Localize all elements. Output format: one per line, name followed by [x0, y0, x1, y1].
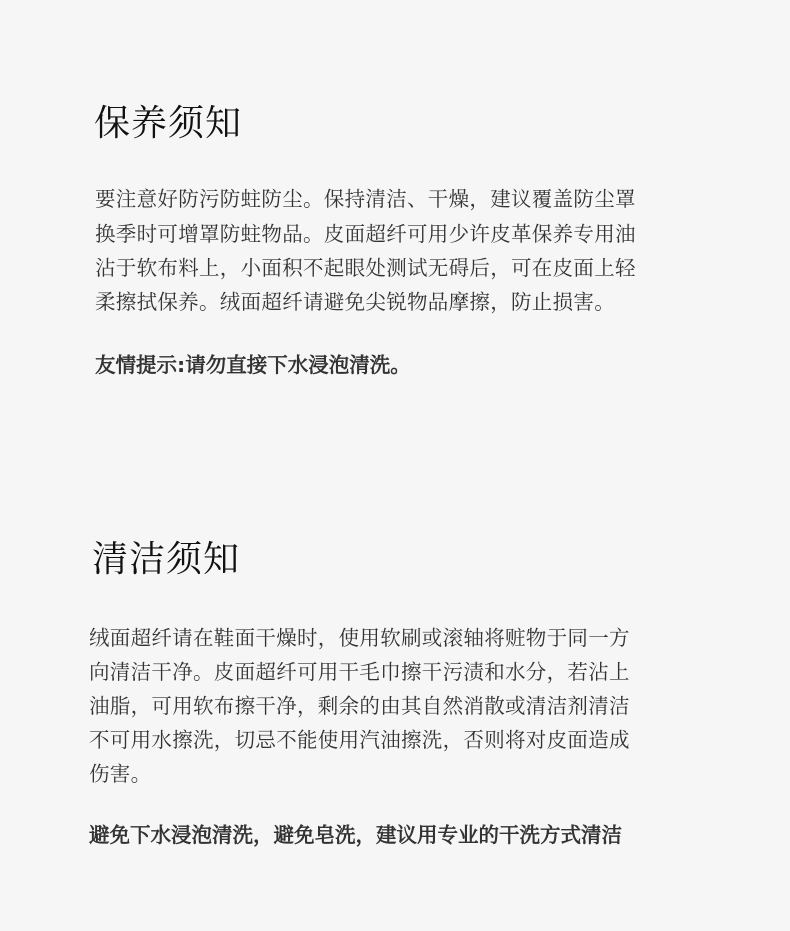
clean-note: 避免下水浸泡清洗，避免皂洗，建议用专业的干洗方式清洁 [89, 823, 622, 847]
care-heading: 保养须知 [94, 103, 243, 144]
care-line-1: 要注意好防污防蛀防尘。保持清洁、干燥，建议覆盖防尘罩 [95, 187, 636, 211]
care-line-2: 换季时可增罩防蛀物品。皮面超纤可用少许皮革保养专用油 [95, 222, 636, 246]
clean-line-1: 绒面超纤请在鞋面干燥时，使用软刷或滚轴将赃物于同一方 [89, 626, 630, 650]
clean-line-5: 伤害。 [89, 762, 152, 786]
care-line-4: 柔擦拭保养。绒面超纤请避免尖锐物品摩擦，防止损害。 [95, 290, 615, 314]
clean-heading: 清洁须知 [92, 539, 241, 580]
care-line-3: 沾于软布料上，小面积不起眼处测试无碍后，可在皮面上轻 [95, 256, 636, 280]
clean-line-2: 向清洁干净。皮面超纤可用干毛巾擦干污渍和水分，若沾上 [89, 660, 630, 684]
clean-line-3: 油脂，可用软布擦干净，剩余的由其自然消散或清洁剂清洁 [89, 694, 630, 718]
care-tip: 友情提示:请勿直接下水浸泡清洗。 [95, 353, 411, 377]
clean-line-4: 不可用水擦洗，切忌不能使用汽油擦洗，否则将对皮面造成 [89, 728, 630, 752]
